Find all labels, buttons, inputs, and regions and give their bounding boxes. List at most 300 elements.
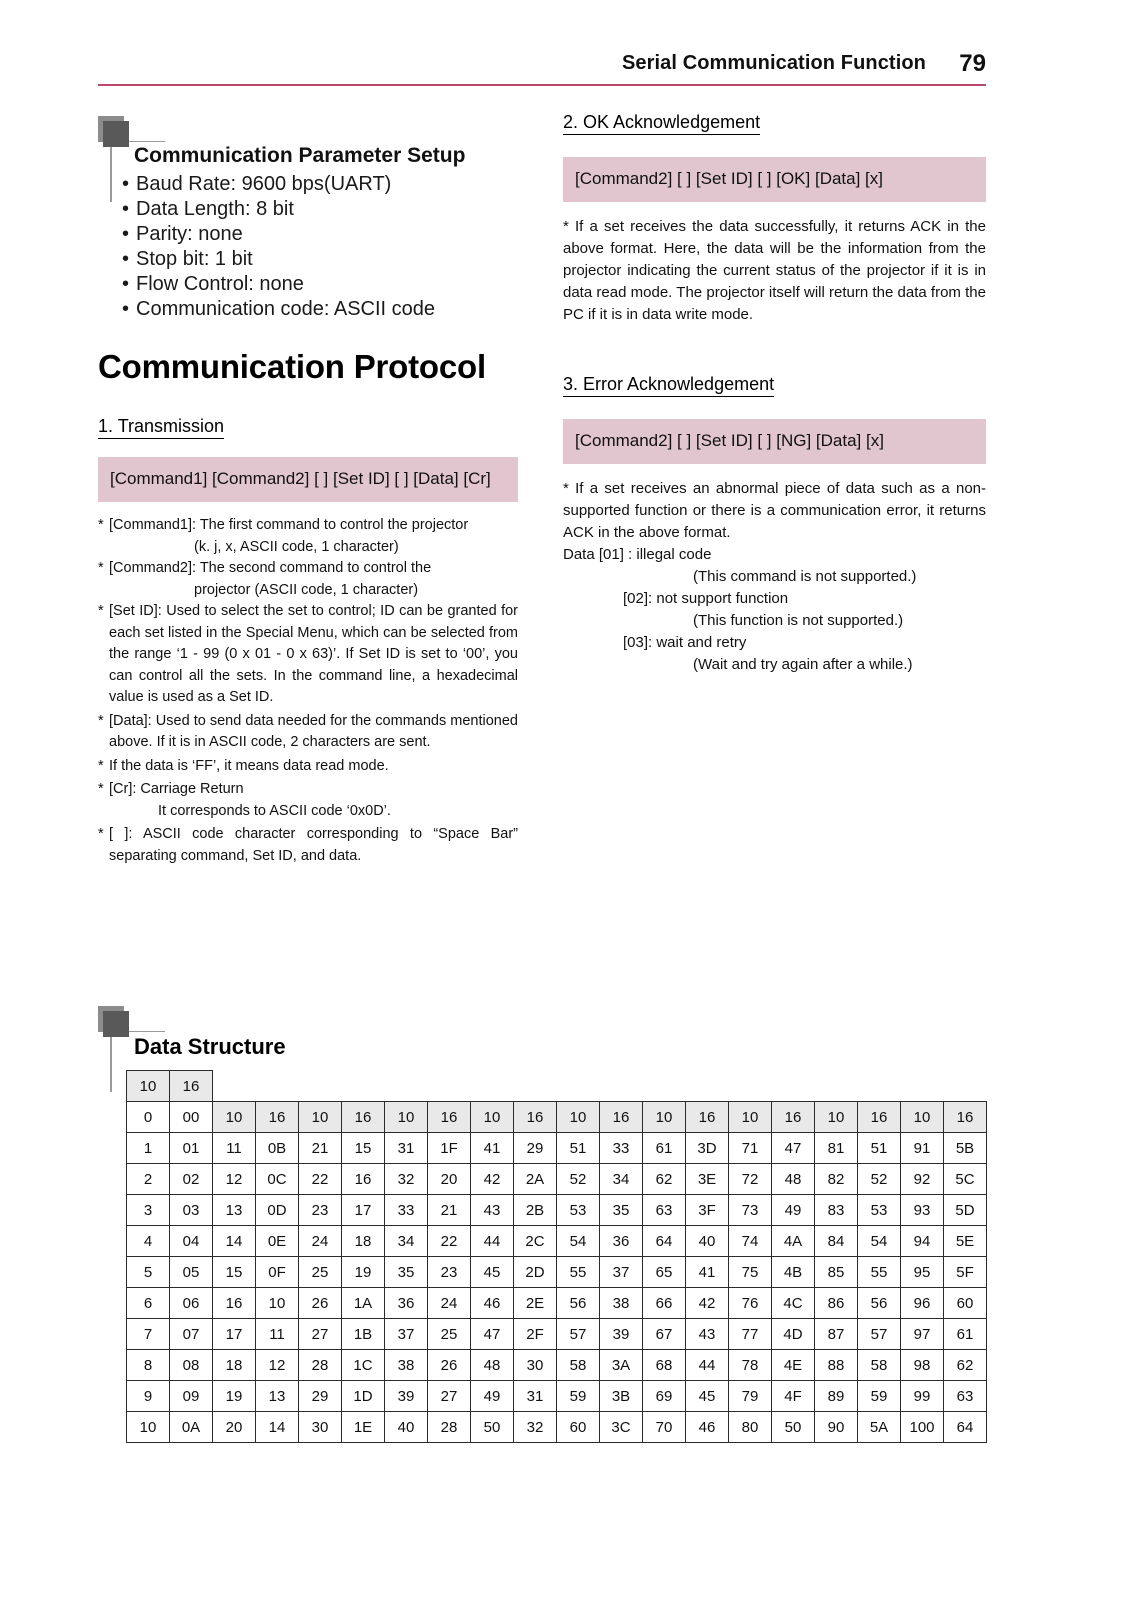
note-label-cr: [Cr]: [109,781,137,797]
table-cell: 40 [686,1226,729,1257]
table-cell: 5A [858,1412,901,1443]
table-cell: 91 [901,1133,944,1164]
table-cell: 49 [772,1195,815,1226]
note-text-ff: If the data is ‘FF’, it means data read mode. [109,757,389,774]
table-cell: 44 [471,1226,514,1257]
table-cell: 09 [170,1381,213,1412]
table-cell: 1D [342,1381,385,1412]
error-code-line: [03]: wait and retry [623,634,747,651]
table-cell: 58 [557,1350,600,1381]
table-header-cell: 16 [858,1102,901,1133]
table-cell: 50 [772,1412,815,1443]
table-cell: 30 [299,1412,342,1443]
table-header-cell: 16 [256,1102,299,1133]
table-cell: 10 [127,1412,170,1443]
table-header-cell: 10 [299,1102,342,1133]
table-cell: 38 [385,1350,428,1381]
table-header-cell: 16 [686,1102,729,1133]
table-cell: 12 [213,1164,256,1195]
table-spacer-cell [213,1071,256,1102]
error-code-detail: (Wait and try again after a while.) [693,656,913,673]
table-cell: 38 [600,1288,643,1319]
table-row [127,1164,987,1195]
table-cell: 53 [557,1195,600,1226]
note-ff [98,756,518,778]
table-cell: 31 [385,1133,428,1164]
table-cell: 46 [686,1412,729,1443]
table-cell: 14 [256,1412,299,1443]
table-cell: 13 [213,1195,256,1226]
table-cell: 94 [901,1226,944,1257]
table-cell: 0A [170,1412,213,1443]
section-title-communication-parameter: Communication Parameter Setup [134,144,466,167]
list-item: • Data Length: 8 bit [136,197,518,222]
table-cell: 42 [686,1288,729,1319]
note-text-space: ASCII code character corresponding to “Space Bar” separating command, Set ID, and data. [109,826,518,864]
table-cell: 33 [385,1195,428,1226]
note-cr [98,779,518,801]
table-cell: 59 [557,1381,600,1412]
table-cell: 16 [213,1288,256,1319]
table-cell: 2F [514,1319,557,1350]
table-spacer-cell [600,1071,643,1102]
table-cell: 05 [170,1257,213,1288]
table-row [127,1381,987,1412]
table-cell: 0D [256,1195,299,1226]
table-cell: 96 [901,1288,944,1319]
table-cell: 52 [557,1164,600,1195]
table-cell: 1C [342,1350,385,1381]
table-cell: 00 [170,1102,213,1133]
table-cell: 98 [901,1350,944,1381]
table-cell: 26 [299,1288,342,1319]
table-cell: 42 [471,1164,514,1195]
table-cell: 29 [514,1133,557,1164]
table-spacer-cell [299,1071,342,1102]
ok-code-box: [Command2] [ ] [Set ID] [ ] [OK] [Data] [x] [563,157,986,202]
table-cell: 39 [385,1381,428,1412]
table-cell: 41 [686,1257,729,1288]
table-header-cell: 16 [514,1102,557,1133]
table-cell: 3B [600,1381,643,1412]
table-spacer-cell [342,1071,385,1102]
section-marker-data-structure [98,1000,518,1070]
table-cell: 56 [858,1288,901,1319]
note-command2 [98,558,518,580]
marker-block-dark [103,121,129,147]
table-cell: 6 [127,1288,170,1319]
table-cell: 3A [600,1350,643,1381]
table-cell: 21 [428,1195,471,1226]
table-spacer-cell [901,1071,944,1102]
table-cell: 65 [643,1257,686,1288]
table-cell: 31 [514,1381,557,1412]
table-cell: 47 [772,1133,815,1164]
table-cell: 84 [815,1226,858,1257]
table-cell: 5D [944,1195,987,1226]
list-item: • Stop bit: 1 bit [136,247,518,272]
table-header-cell: 16 [170,1071,213,1102]
table-cell: 63 [944,1381,987,1412]
table-row [127,1071,987,1102]
table-cell: 4E [772,1350,815,1381]
table-cell: 0E [256,1226,299,1257]
table-row [127,1102,987,1133]
table-cell: 58 [858,1350,901,1381]
table-spacer-cell [858,1071,901,1102]
table-cell: 97 [901,1319,944,1350]
table-cell: 64 [944,1412,987,1443]
table-row [127,1412,987,1443]
table-cell: 62 [643,1164,686,1195]
table-row [127,1288,987,1319]
note-text-cr-cont: It corresponds to ASCII code ‘0x0D’. [158,802,391,819]
table-spacer-cell [471,1071,514,1102]
table-cell: 35 [385,1257,428,1288]
table-cell: 54 [557,1226,600,1257]
table-header-cell: 10 [557,1102,600,1133]
table-cell: 45 [686,1381,729,1412]
table-row [127,1319,987,1350]
table-cell: 46 [471,1288,514,1319]
note-label-data: [Data]: [109,712,152,729]
table-cell: 39 [600,1319,643,1350]
table-cell: 73 [729,1195,772,1226]
table-cell: 4F [772,1381,815,1412]
table-spacer-cell [729,1071,772,1102]
table-cell: 1F [428,1133,471,1164]
table-cell: 3 [127,1195,170,1226]
table-cell: 16 [342,1164,385,1195]
table-cell: 5E [944,1226,987,1257]
table-cell: 25 [299,1257,342,1288]
table-cell: 17 [342,1195,385,1226]
table-spacer-cell [643,1071,686,1102]
table-spacer-cell [514,1071,557,1102]
note-text-cr: Carriage Return [140,781,244,797]
note-text-command2-cont: projector (ASCII code, 1 character) [194,581,419,598]
table-cell: 20 [213,1412,256,1443]
table-header-cell: 16 [428,1102,471,1133]
table-cell: 52 [858,1164,901,1195]
table-cell: 93 [901,1195,944,1226]
table-cell: 4D [772,1319,815,1350]
table-cell: 41 [471,1133,514,1164]
table-cell: 37 [600,1257,643,1288]
table-cell: 04 [170,1226,213,1257]
table-cell: 21 [299,1133,342,1164]
table-cell: 32 [385,1164,428,1195]
marker-horizontal-line [129,1031,165,1032]
table-cell: 99 [901,1381,944,1412]
table-cell: 54 [858,1226,901,1257]
note-command1 [98,515,518,537]
table-cell: 95 [901,1257,944,1288]
table-cell: 11 [213,1133,256,1164]
table-cell: 03 [170,1195,213,1226]
note-bullet-star: * [98,757,104,774]
table-cell: 19 [342,1257,385,1288]
table-cell: 02 [170,1164,213,1195]
table-cell: 36 [600,1226,643,1257]
table-cell: 3C [600,1412,643,1443]
table-cell: 5C [944,1164,987,1195]
table-cell: 34 [600,1164,643,1195]
section-marker-communication-parameter [98,110,518,172]
table-cell: 75 [729,1257,772,1288]
table-cell: 36 [385,1288,428,1319]
table-cell: 2D [514,1257,557,1288]
note-bullet-star: * [98,560,104,576]
table-cell: 83 [815,1195,858,1226]
note-bullet-star: * [98,517,104,533]
table-header-cell: 10 [815,1102,858,1133]
table-header-cell: 16 [600,1102,643,1133]
table-cell: 67 [643,1319,686,1350]
table-cell: 61 [944,1319,987,1350]
table-cell: 90 [815,1412,858,1443]
table-cell: 06 [170,1288,213,1319]
table-cell: 12 [256,1350,299,1381]
table-cell: 22 [428,1226,471,1257]
table-cell: 37 [385,1319,428,1350]
table-cell: 1A [342,1288,385,1319]
page-number: 79 [959,50,986,77]
note-label-setid: [Set ID]: [109,603,162,619]
table-cell: 2E [514,1288,557,1319]
table-cell: 14 [213,1226,256,1257]
transmission-code-box: [Command1] [Command2] [ ] [Set ID] [ ] [Data] [Cr] [98,457,518,502]
table-cell: 53 [858,1195,901,1226]
table-cell: 70 [643,1412,686,1443]
note-text-command1: The first command to control the projector [199,517,469,533]
table-cell: 32 [514,1412,557,1443]
table-cell: 57 [858,1319,901,1350]
table-cell: 23 [299,1195,342,1226]
table-cell: 43 [471,1195,514,1226]
table-cell: 89 [815,1381,858,1412]
table-cell: 2A [514,1164,557,1195]
table-cell: 76 [729,1288,772,1319]
table-cell: 48 [471,1350,514,1381]
table-cell: 27 [299,1319,342,1350]
table-header-cell: 10 [729,1102,772,1133]
table-cell: 1B [342,1319,385,1350]
table-cell: 8 [127,1350,170,1381]
table-cell: 59 [858,1381,901,1412]
table-cell: 63 [643,1195,686,1226]
table-cell: 13 [256,1381,299,1412]
table-cell: 24 [299,1226,342,1257]
table-cell: 64 [643,1226,686,1257]
transmission-notes [98,515,518,867]
table-row [127,1350,987,1381]
table-cell: 27 [428,1381,471,1412]
table-row [127,1133,987,1164]
heading-ok-acknowledgement: 2. OK Acknowledgement [563,112,760,135]
table-cell: 57 [557,1319,600,1350]
table-cell: 71 [729,1133,772,1164]
ok-note-text: * If a set receives the data successfully, it returns ACK in the above format. Here, the data will be the information from the projector indicating the current status of the projector if it is in data read mode. The projector itself will return the data from the PC if it is in data write mode. [563,218,986,323]
table-cell: 19 [213,1381,256,1412]
note-bullet-star: * [98,712,104,729]
table-cell: 28 [428,1412,471,1443]
marker-horizontal-line [129,141,165,142]
table-cell: 10 [256,1288,299,1319]
table-spacer-cell [256,1071,299,1102]
table-cell: 79 [729,1381,772,1412]
table-cell: 0C [256,1164,299,1195]
table-cell: 34 [385,1226,428,1257]
table-cell: 50 [471,1412,514,1443]
table-cell: 2 [127,1164,170,1195]
table-spacer-cell [385,1071,428,1102]
table-cell: 1 [127,1133,170,1164]
note-text-command2: The second command to control the [199,560,432,576]
table-cell: 17 [213,1319,256,1350]
table-cell: 51 [858,1133,901,1164]
left-column [98,110,518,867]
table-header-cell: 10 [901,1102,944,1133]
table-cell: 2C [514,1226,557,1257]
list-item: • Parity: none [136,222,518,247]
note-data [98,711,518,754]
error-code-box: [Command2] [ ] [Set ID] [ ] [NG] [Data] [x] [563,419,986,464]
note-setid [98,601,518,709]
list-item: • Communication code: ASCII code [136,297,518,322]
error-code-detail: (This function is not supported.) [693,612,904,629]
table-cell: 74 [729,1226,772,1257]
table-cell: 43 [686,1319,729,1350]
note-text-command1-cont: (k. j, x, ASCII code, 1 character) [194,538,399,555]
error-data-codes [563,544,986,676]
table-cell: 24 [428,1288,471,1319]
table-cell: 3F [686,1195,729,1226]
table-spacer-cell [686,1071,729,1102]
table-cell: 33 [600,1133,643,1164]
table-cell: 55 [557,1257,600,1288]
table-cell: 86 [815,1288,858,1319]
table-cell: 01 [170,1133,213,1164]
table-cell: 07 [170,1319,213,1350]
table-cell: 4C [772,1288,815,1319]
table-cell: 66 [643,1288,686,1319]
header-divider [98,84,986,86]
table-cell: 0B [256,1133,299,1164]
table-cell: 72 [729,1164,772,1195]
table-header-cell: 10 [127,1071,170,1102]
right-column [563,110,986,676]
table-header-cell: 10 [385,1102,428,1133]
page-header [98,52,986,92]
table-spacer-cell [944,1071,987,1102]
table-cell: 5F [944,1257,987,1288]
table-cell: 2B [514,1195,557,1226]
heading-transmission: 1. Transmission [98,416,224,439]
table-header-cell: 16 [944,1102,987,1133]
table-cell: 3E [686,1164,729,1195]
table-cell: 5B [944,1133,987,1164]
table-cell: 28 [299,1350,342,1381]
table-header-cell: 10 [213,1102,256,1133]
table-cell: 68 [643,1350,686,1381]
note-text-data: Used to send data needed for the commands mentioned above. If it is in ASCII code, 2 characters are sent. [109,712,519,750]
table-cell: 60 [557,1412,600,1443]
note-bullet-star: * [98,781,104,797]
table-cell: 30 [514,1350,557,1381]
table-cell: 78 [729,1350,772,1381]
table-cell: 20 [428,1164,471,1195]
table-cell: 69 [643,1381,686,1412]
table-header-cell: 16 [772,1102,815,1133]
table-cell: 26 [428,1350,471,1381]
error-code-line: Data [01] : illegal code [563,546,712,563]
error-note-text: * If a set receives an abnormal piece of data such as a non-supported function or there is a communication error, it returns ACK in the above format. [563,480,986,541]
heading-communication-protocol: Communication Protocol [98,348,486,385]
table-cell: 60 [944,1288,987,1319]
table-cell: 4 [127,1226,170,1257]
table-cell: 22 [299,1164,342,1195]
table-row [127,1226,987,1257]
heading-error-acknowledgement: 3. Error Acknowledgement [563,374,774,397]
table-cell: 0 [127,1102,170,1133]
table-cell: 92 [901,1164,944,1195]
note-label-command2: [Command2]: [109,560,197,576]
error-code-line: [02]: not support function [623,590,789,607]
note-label-space: [ ]: [109,826,133,842]
list-item: • Flow Control: none [136,272,518,297]
table-cell: 9 [127,1381,170,1412]
table-cell: 18 [342,1226,385,1257]
note-text-setid: Used to select the set to control; ID can be granted for each set listed in the Special Menu, which can be selected from the range ‘1 - 99 (0 x 01 - 0 x 63)’. If Set ID is set to ‘00’, you can control all the sets. In the command line, a hexadecimal value is used as a Set ID. [109,603,518,705]
table-cell: 4B [772,1257,815,1288]
table-cell: 47 [471,1319,514,1350]
table-cell: 55 [858,1257,901,1288]
note-space [98,824,518,867]
table-cell: 1E [342,1412,385,1443]
note-bullet-star: * [98,603,104,619]
error-code-detail: (This command is not supported.) [693,568,917,585]
table-cell: 15 [213,1257,256,1288]
table-cell: 88 [815,1350,858,1381]
section-title-data-structure: Data Structure [134,1034,286,1059]
table-cell: 7 [127,1319,170,1350]
table-cell: 4A [772,1226,815,1257]
table-spacer-cell [428,1071,471,1102]
header-title: Serial Communication Function [621,52,926,74]
table-cell: 11 [256,1319,299,1350]
marker-block-dark [103,1011,129,1037]
table-cell: 62 [944,1350,987,1381]
table-spacer-cell [557,1071,600,1102]
table-cell: 51 [557,1133,600,1164]
table-cell: 81 [815,1133,858,1164]
table-spacer-cell [815,1071,858,1102]
table-cell: 61 [643,1133,686,1164]
table-cell: 77 [729,1319,772,1350]
table-cell: 49 [471,1381,514,1412]
table-cell: 29 [299,1381,342,1412]
table-row [127,1195,987,1226]
table-header-cell: 10 [643,1102,686,1133]
table-cell: 15 [342,1133,385,1164]
table-header-cell: 16 [342,1102,385,1133]
list-item: • Baud Rate: 9600 bps(UART) [136,172,518,197]
table-cell: 100 [901,1412,944,1443]
table-cell: 45 [471,1257,514,1288]
table-cell: 5 [127,1257,170,1288]
table-spacer-cell [772,1071,815,1102]
